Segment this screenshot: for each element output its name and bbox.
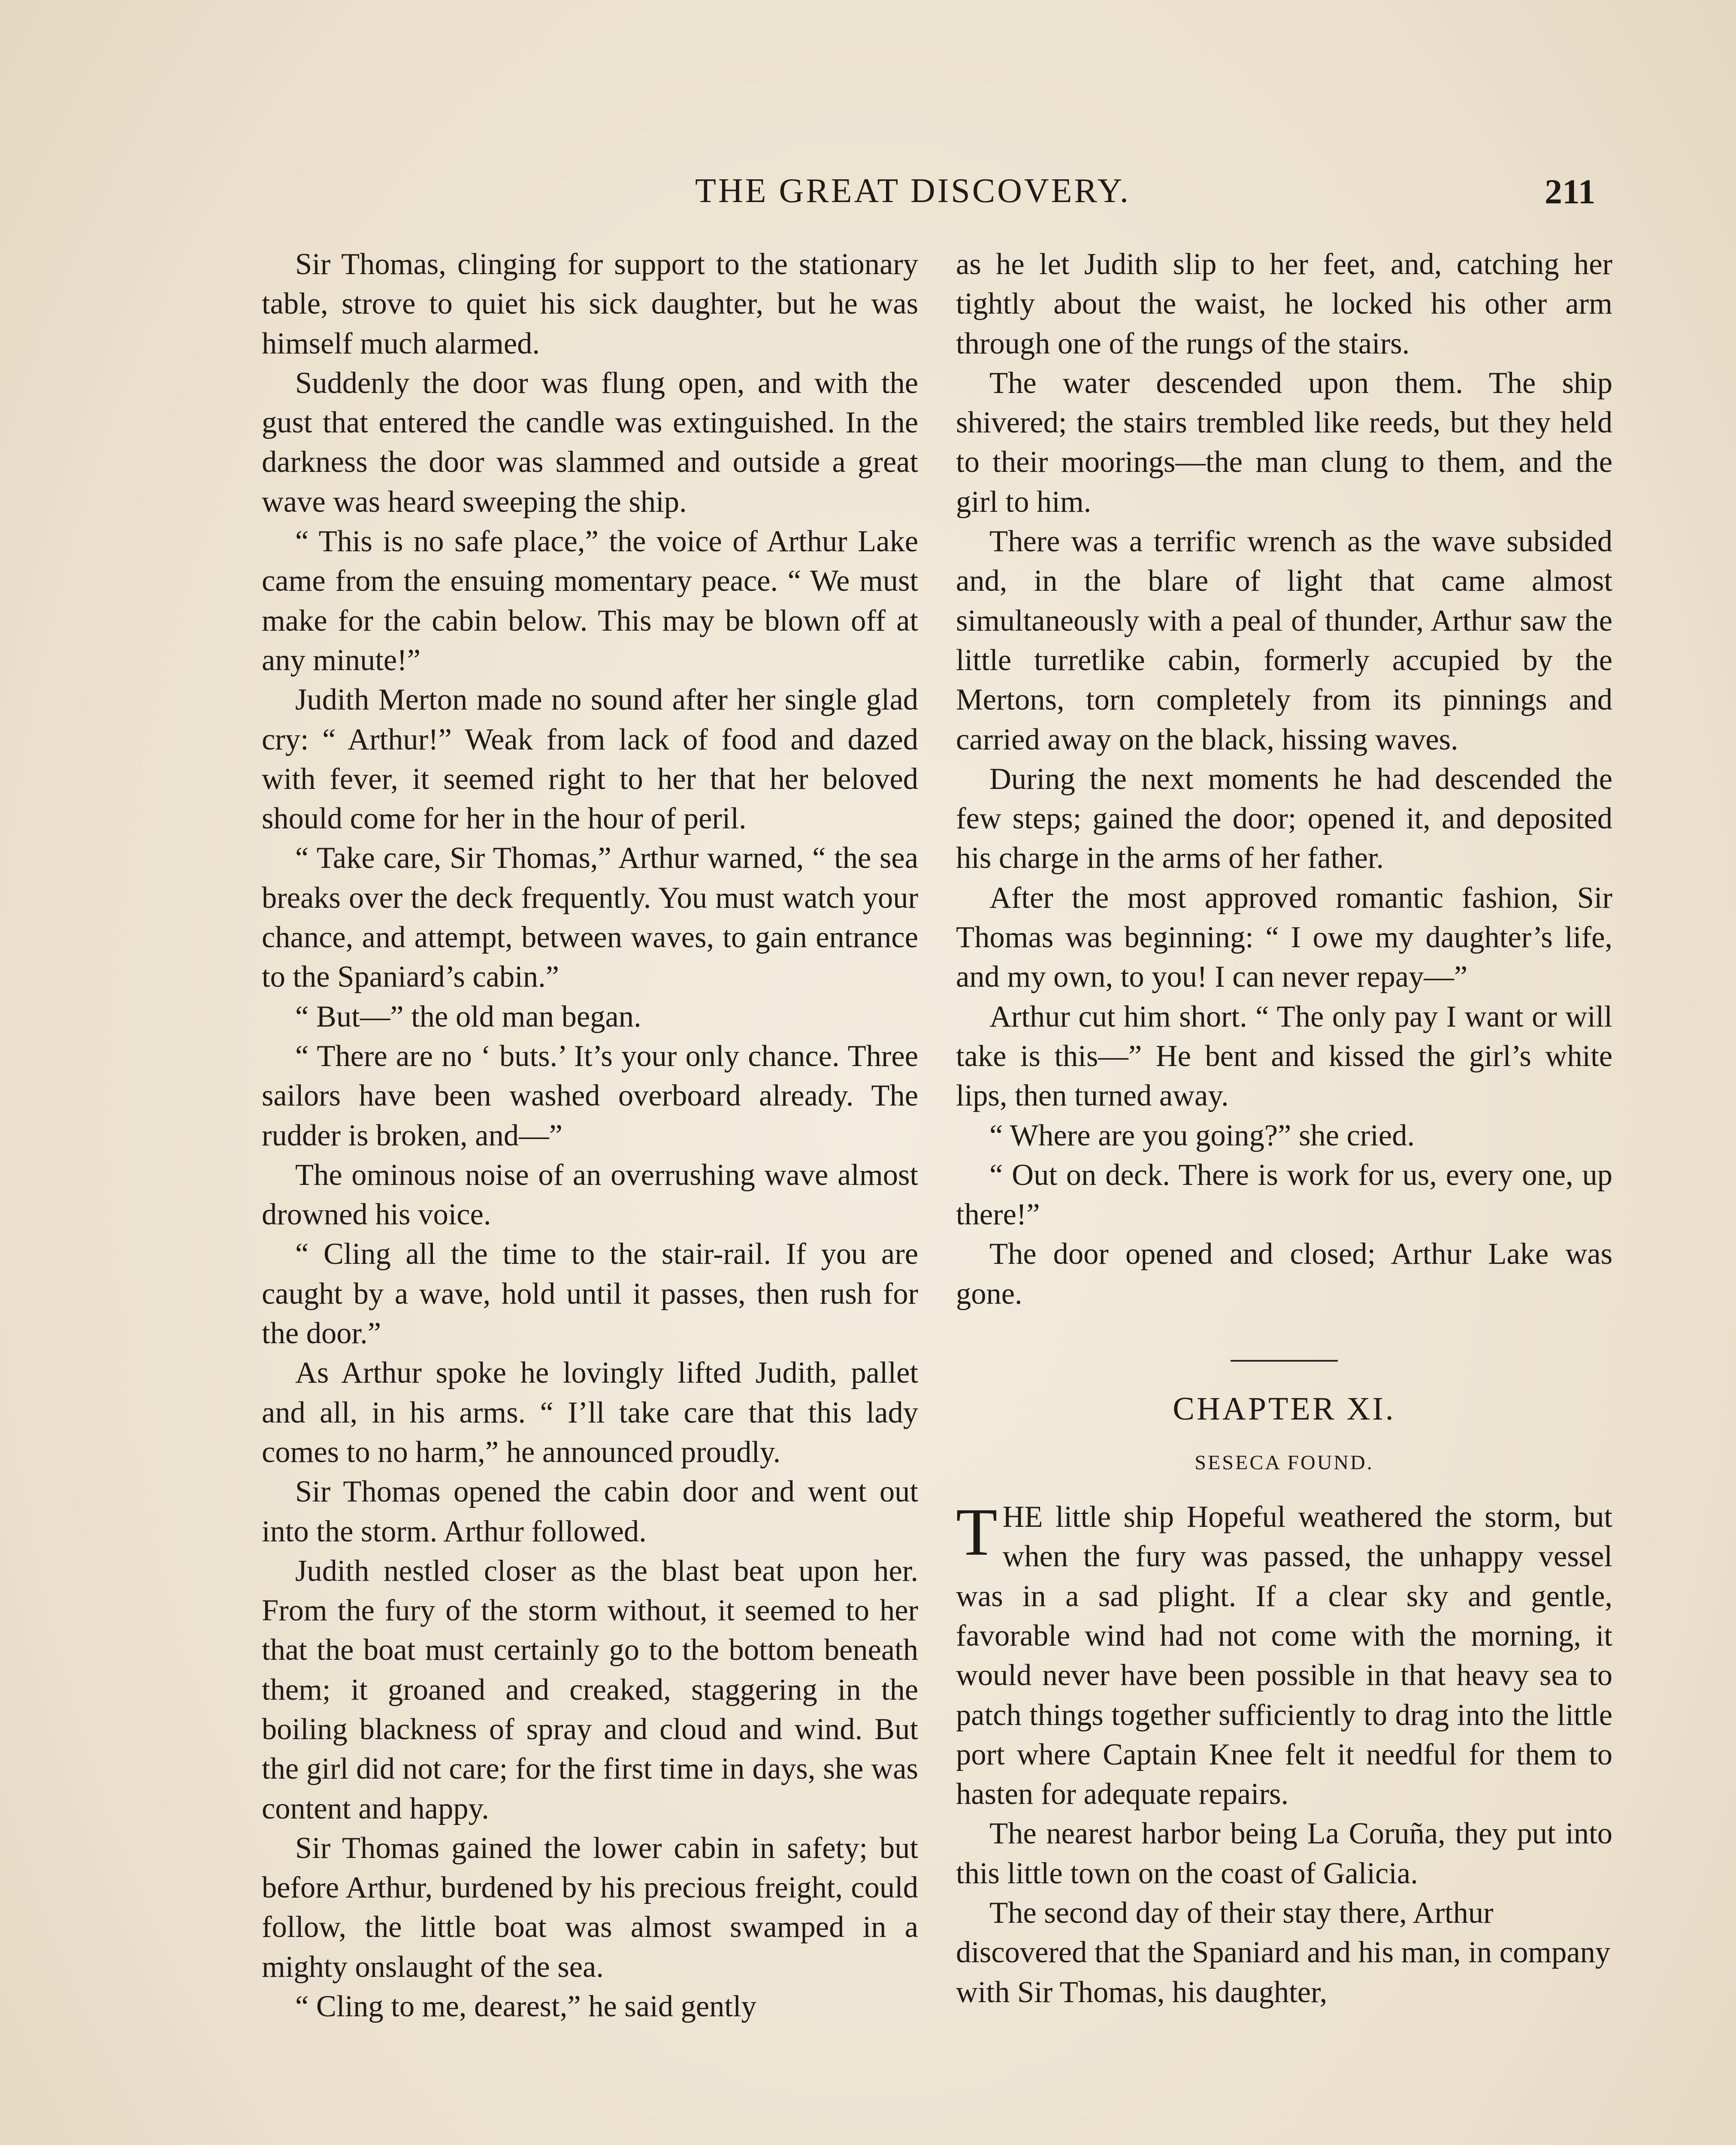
drop-cap: T bbox=[956, 1495, 998, 1570]
paragraph: The water descended upon them. The ship shivered; the stairs trembled like reeds, but they held to their moorings—the man clung to them, and the girl to him. bbox=[956, 366, 1612, 519]
chapter-subtitle: SESECA FOUND. bbox=[1195, 1451, 1374, 1474]
paragraph: As Arthur spoke he lovingly lifted Judith, pallet and all, in his arms. “ I’ll take care that this lady comes to no harm,” he announced proudly. bbox=[262, 1356, 918, 1469]
chapter-opening-paragraph bbox=[956, 1497, 1612, 1814]
paragraph: After the most approved romantic fashion, Sir Thomas was beginning: “ I owe my daughter’s life, and my own, to you! I can never repay—” bbox=[956, 881, 1612, 994]
paragraph: The ominous noise of an overrushing wave almost drowned his voice. bbox=[262, 1158, 918, 1232]
section-divider bbox=[1231, 1360, 1338, 1362]
paragraph: “ There are no ‘ buts.’ It’s your only chance. Three sailors have been washed overboard already. The rudder is broken, and—” bbox=[262, 1039, 918, 1152]
paragraph: The nearest harbor being La Coruña, they put into this little town on the coast of Galicia. bbox=[956, 1817, 1612, 1890]
paragraph: There was a terrific wrench as the wave subsided and, in the blare of light that came almost simultaneously with a peal of thunder, Arthur saw the little turretlike cabin, formerly accupied by the Mertons, torn completely from its pinnings and carried away on the black, hissing waves. bbox=[956, 525, 1612, 756]
paragraph: Suddenly the door was flung open, and with the gust that entered the candle was extinguished. In the darkness the door was slammed and outside a great wave was heard sweeping the ship. bbox=[262, 366, 918, 519]
paragraph: “ Cling to me, dearest,” he said gently bbox=[295, 1990, 756, 2024]
paragraph: “ Where are you going?” she cried. bbox=[989, 1118, 1415, 1152]
paragraph: “ Take care, Sir Thomas,” Arthur warned, “ the sea breaks over the deck frequently. You must watch your chance, and attempt, between waves, to gain entrance to the Spaniard’s cabin.” bbox=[262, 841, 918, 994]
paragraph: “ This is no safe place,” the voice of Arthur Lake came from the ensuing momentary peace. “ We must make for the cabin below. This may be blown off at any minute!” bbox=[262, 525, 918, 677]
paragraph: Sir Thomas gained the lower cabin in safety; but before Arthur, burdened by his precious freight, could follow, the little boat was almost swamped in a mighty onslaught of the sea. bbox=[262, 1831, 918, 1984]
paragraph: “ Cling all the time to the stair-rail. If you are caught by a wave, hold until it passes, then rush for the door.” bbox=[262, 1237, 918, 1350]
left-column bbox=[262, 245, 918, 2026]
paragraph: Judith Merton made no sound after her single glad cry: “ Arthur!” Weak from lack of food and dazed with fever, it seemed right to her that her beloved should come for her in the hour of peril. bbox=[262, 683, 918, 836]
right-column bbox=[956, 245, 1612, 2012]
page-number: 211 bbox=[1545, 172, 1596, 211]
paragraph: The second day of their stay there, Arthur discovered that the Spaniard and his man, in company with Sir Thomas, his daughter, bbox=[956, 1896, 1611, 2009]
continuation-paragraph: as he let Judith slip to her feet, and, catching her tightly about the waist, he locked his other arm through one of the rungs of the stairs. bbox=[956, 248, 1612, 360]
paragraph: The door opened and closed; Arthur Lake was gone. bbox=[956, 1237, 1612, 1311]
paragraph: Sir Thomas, clinging for support to the stationary table, strove to quiet his sick daughter, but he was himself much alarmed. bbox=[262, 248, 918, 360]
paragraph: “ Out on deck. There is work for us, every one, up there!” bbox=[956, 1158, 1612, 1232]
paragraph: Arthur cut him short. “ The only pay I want or will take is this—” He bent and kissed the girl’s white lips, then turned away. bbox=[956, 1000, 1612, 1113]
paragraph: Sir Thomas opened the cabin door and went out into the storm. Arthur followed. bbox=[262, 1475, 918, 1548]
chapter-opening-text: HE little ship Hopeful weathered the storm, but when the fury was passed, the unhappy vessel was in a sad plight. If a clear sky and gentle, favorable wind had not come with the morning, it would never have been possible in that heavy sea to patch things together sufficiently to drag into the little port where Captain Knee felt it needful for them to hasten for adequate repairs. bbox=[956, 1500, 1612, 1811]
paragraph: During the next moments he had descended the few steps; gained the door; opened it, and deposited his charge in the arms of her father. bbox=[956, 762, 1612, 875]
running-header: THE GREAT DISCOVERY. bbox=[695, 172, 1131, 210]
chapter-heading: CHAPTER XI. bbox=[1173, 1391, 1396, 1427]
paragraph: “ But—” the old man began. bbox=[295, 1000, 641, 1033]
paragraph: Judith nestled closer as the blast beat upon her. From the fury of the storm without, it seemed to her that the boat must certainly go to the bottom beneath them; it groaned and creaked, staggering in the boiling blackness of spray and cloud and wind. But the girl did not care; for the first time in days, she was content and happy. bbox=[262, 1554, 918, 1825]
